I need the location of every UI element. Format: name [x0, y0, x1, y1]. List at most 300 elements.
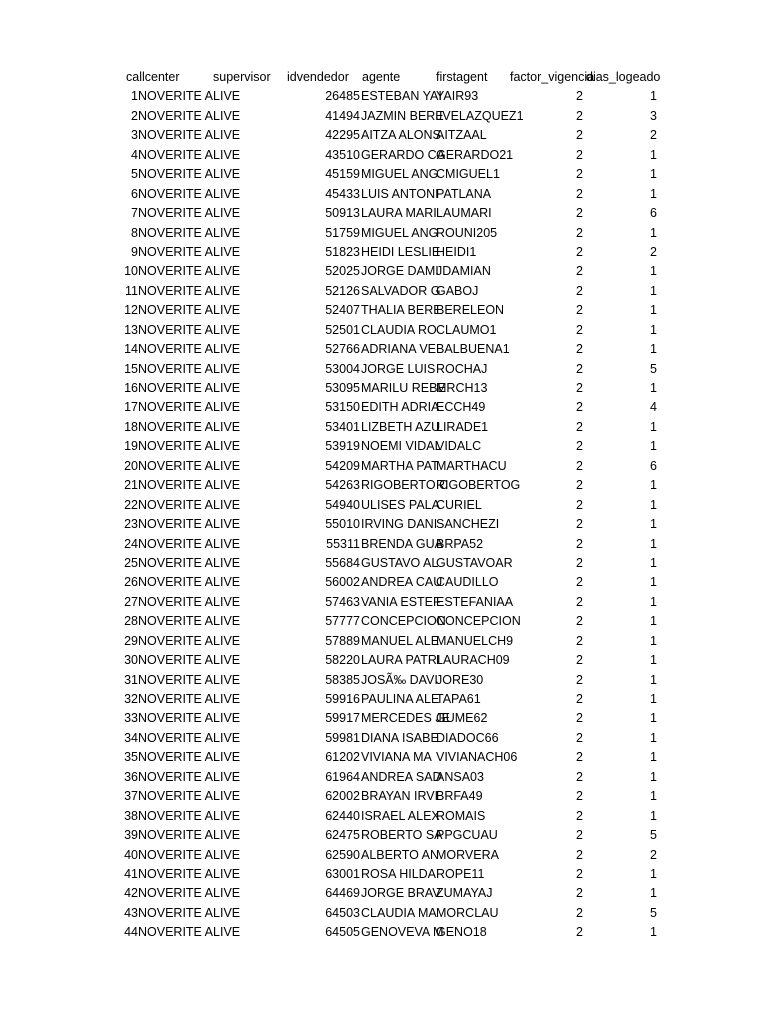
cell-firstagent: BRFA49 [436, 789, 483, 804]
cell-dias-logeado: 5 [650, 828, 657, 843]
cell-factor-vigencia: 2 [576, 478, 583, 493]
cell-idvendedor: 63001 [325, 866, 360, 881]
cell-supervisor: NOVERITE ALIVE [138, 186, 241, 201]
cell-agente: LIZBETH AZU [361, 419, 441, 434]
cell-agente: JORGE LUIS [361, 361, 436, 376]
cell-dias-logeado: 1 [650, 517, 657, 532]
cell-callcenter: 25 [124, 555, 138, 570]
header-supervisor: supervisor [213, 70, 271, 84]
cell-firstagent: LAUMARI [436, 206, 492, 221]
cell-factor-vigencia: 2 [576, 439, 583, 454]
cell-supervisor: NOVERITE ALIVE [138, 400, 241, 415]
cell-factor-vigencia: 2 [576, 400, 583, 415]
cell-factor-vigencia: 2 [576, 206, 583, 221]
cell-callcenter: 29 [124, 633, 138, 648]
cell-firstagent: BERELEON [436, 303, 505, 318]
cell-idvendedor: 41494 [325, 108, 360, 123]
cell-factor-vigencia: 2 [576, 847, 583, 862]
cell-dias-logeado: 1 [650, 730, 657, 745]
cell-agente: MIGUEL ANG [361, 225, 439, 240]
cell-factor-vigencia: 2 [576, 594, 583, 609]
cell-dias-logeado: 1 [650, 478, 657, 493]
cell-factor-vigencia: 2 [576, 303, 583, 318]
cell-idvendedor: 57463 [325, 594, 360, 609]
cell-factor-vigencia: 2 [576, 517, 583, 532]
cell-agente: MERCEDES JE [361, 711, 450, 726]
header-agente: agente [362, 70, 401, 84]
header-dias-logeado: dias_logeado [586, 70, 661, 84]
table-row [0, 360, 768, 379]
header-factor-vigencia: factor_vigencia [510, 70, 595, 84]
cell-agente: GERARDO CA [361, 147, 446, 162]
cell-firstagent: BALBUENA1 [436, 342, 510, 357]
table-row [0, 787, 768, 806]
cell-factor-vigencia: 2 [576, 419, 583, 434]
cell-supervisor: NOVERITE ALIVE [138, 711, 241, 726]
table-row [0, 923, 768, 942]
cell-agente: GUSTAVO AL [361, 555, 439, 570]
cell-agente: ANDREA CAU [361, 575, 443, 590]
cell-firstagent: LIRADE1 [436, 419, 489, 434]
cell-firstagent: PATLANA [436, 186, 492, 201]
cell-dias-logeado: 2 [650, 244, 657, 259]
cell-factor-vigencia: 2 [576, 614, 583, 629]
cell-dias-logeado: 6 [650, 458, 657, 473]
cell-supervisor: NOVERITE ALIVE [138, 847, 241, 862]
cell-callcenter: 35 [124, 750, 138, 765]
cell-supervisor: NOVERITE ALIVE [138, 555, 241, 570]
spreadsheet-table [0, 68, 768, 943]
cell-dias-logeado: 5 [650, 361, 657, 376]
cell-firstagent: JDAMIAN [436, 264, 491, 279]
cell-callcenter: 21 [124, 478, 138, 493]
table-row [0, 282, 768, 301]
cell-idvendedor: 62590 [325, 847, 360, 862]
table-row [0, 884, 768, 903]
cell-agente: EDITH ADRIA [361, 400, 440, 415]
cell-callcenter: 15 [124, 361, 138, 376]
cell-agente: AITZA ALONS [361, 128, 441, 143]
cell-idvendedor: 51823 [325, 244, 360, 259]
cell-factor-vigencia: 2 [576, 536, 583, 551]
cell-agente: VANIA ESTEF [361, 594, 441, 609]
cell-callcenter: 13 [124, 322, 138, 337]
cell-callcenter: 34 [124, 730, 138, 745]
cell-callcenter: 1 [131, 89, 138, 104]
cell-supervisor: NOVERITE ALIVE [138, 167, 241, 182]
cell-factor-vigencia: 2 [576, 128, 583, 143]
table-row [0, 398, 768, 417]
cell-factor-vigencia: 2 [576, 108, 583, 123]
cell-factor-vigencia: 2 [576, 575, 583, 590]
cell-callcenter: 9 [131, 244, 138, 259]
cell-supervisor: NOVERITE ALIVE [138, 925, 241, 940]
table-row [0, 632, 768, 651]
cell-agente: LAURA PATRI [361, 653, 441, 668]
cell-factor-vigencia: 2 [576, 283, 583, 298]
table-row [0, 690, 768, 709]
cell-supervisor: NOVERITE ALIVE [138, 283, 241, 298]
cell-factor-vigencia: 2 [576, 866, 583, 881]
cell-factor-vigencia: 2 [576, 361, 583, 376]
cell-supervisor: NOVERITE ALIVE [138, 886, 241, 901]
cell-factor-vigencia: 2 [576, 89, 583, 104]
cell-idvendedor: 56002 [325, 575, 360, 590]
cell-idvendedor: 55684 [325, 555, 360, 570]
cell-callcenter: 19 [124, 439, 138, 454]
cell-firstagent: CAUDILLO [436, 575, 499, 590]
cell-idvendedor: 54940 [325, 497, 360, 512]
cell-idvendedor: 51759 [325, 225, 360, 240]
cell-dias-logeado: 2 [650, 128, 657, 143]
cell-factor-vigencia: 2 [576, 886, 583, 901]
cell-firstagent: GERARDO21 [436, 147, 514, 162]
cell-callcenter: 28 [124, 614, 138, 629]
cell-supervisor: NOVERITE ALIVE [138, 517, 241, 532]
cell-supervisor: NOVERITE ALIVE [138, 108, 241, 123]
cell-agente: SALVADOR G [361, 283, 441, 298]
cell-agente: MIGUEL ANG [361, 167, 439, 182]
cell-agente: ULISES PALA [361, 497, 440, 512]
cell-firstagent: RIGOBERTOG [436, 478, 521, 493]
cell-dias-logeado: 1 [650, 536, 657, 551]
cell-supervisor: NOVERITE ALIVE [138, 478, 241, 493]
cell-idvendedor: 43510 [325, 147, 360, 162]
table-row [0, 748, 768, 767]
cell-idvendedor: 61202 [325, 750, 360, 765]
cell-agente: MANUEL ALE [361, 633, 440, 648]
cell-supervisor: NOVERITE ALIVE [138, 905, 241, 920]
cell-factor-vigencia: 2 [576, 633, 583, 648]
cell-idvendedor: 52766 [325, 342, 360, 357]
cell-supervisor: NOVERITE ALIVE [138, 828, 241, 843]
cell-firstagent: LAURACH09 [436, 653, 510, 668]
cell-idvendedor: 64469 [325, 886, 360, 901]
cell-dias-logeado: 1 [650, 711, 657, 726]
cell-dias-logeado: 2 [650, 847, 657, 862]
table-row [0, 457, 768, 476]
header-callcenter: callcenter [126, 70, 180, 84]
cell-callcenter: 8 [131, 225, 138, 240]
cell-firstagent: ANSA03 [436, 769, 484, 784]
table-row [0, 496, 768, 515]
cell-supervisor: NOVERITE ALIVE [138, 769, 241, 784]
cell-callcenter: 14 [124, 342, 138, 357]
cell-idvendedor: 42295 [325, 128, 360, 143]
cell-factor-vigencia: 2 [576, 653, 583, 668]
cell-idvendedor: 53919 [325, 439, 360, 454]
cell-idvendedor: 54209 [325, 458, 360, 473]
cell-agente: MARILU REBE [361, 381, 446, 395]
cell-firstagent: CMIGUEL1 [436, 167, 500, 182]
table-row [0, 165, 768, 184]
cell-dias-logeado: 6 [650, 206, 657, 221]
cell-firstagent: MORVERA [436, 847, 499, 862]
table-row [0, 204, 768, 223]
cell-dias-logeado: 1 [650, 808, 657, 823]
cell-firstagent: BRPA52 [436, 536, 484, 551]
cell-idvendedor: 58220 [325, 653, 360, 668]
cell-agente: PAULINA ALE [361, 692, 440, 706]
cell-agente: JORGE BRAV [361, 886, 441, 901]
cell-firstagent: PPGCUAU [436, 828, 498, 843]
cell-supervisor: NOVERITE ALIVE [138, 458, 241, 473]
cell-callcenter: 42 [124, 886, 138, 901]
cell-idvendedor: 55311 [326, 536, 360, 551]
cell-agente: GENOVEVA M [361, 925, 444, 940]
table-row [0, 865, 768, 884]
cell-factor-vigencia: 2 [576, 225, 583, 240]
cell-factor-vigencia: 2 [576, 244, 583, 259]
cell-callcenter: 5 [131, 167, 138, 182]
cell-idvendedor: 57889 [325, 633, 360, 648]
cell-callcenter: 38 [124, 808, 138, 823]
cell-supervisor: NOVERITE ALIVE [138, 866, 241, 881]
cell-factor-vigencia: 2 [576, 672, 583, 687]
cell-firstagent: ECCH49 [436, 400, 486, 415]
table-row [0, 340, 768, 359]
cell-idvendedor: 55010 [325, 517, 360, 532]
cell-firstagent: AITZAAL [436, 128, 487, 143]
cell-factor-vigencia: 2 [576, 264, 583, 279]
cell-dias-logeado: 1 [650, 283, 657, 298]
cell-callcenter: 33 [124, 711, 138, 726]
cell-dias-logeado: 1 [650, 925, 657, 940]
cell-firstagent: CLAUMO1 [436, 322, 497, 337]
cell-firstagent: GABOJ [436, 283, 479, 298]
cell-supervisor: NOVERITE ALIVE [138, 536, 241, 551]
cell-callcenter: 24 [124, 536, 138, 551]
cell-dias-logeado: 1 [650, 322, 657, 337]
table-row [0, 709, 768, 728]
cell-dias-logeado: 1 [650, 381, 657, 395]
cell-dias-logeado: 1 [650, 594, 657, 609]
table-row [0, 146, 768, 165]
cell-dias-logeado: 1 [650, 614, 657, 629]
table-row [0, 262, 768, 281]
table-row [0, 729, 768, 748]
cell-callcenter: 32 [124, 692, 138, 706]
cell-firstagent: VIDALC [436, 439, 482, 454]
cell-dias-logeado: 1 [650, 653, 657, 668]
cell-agente: VIVIANA MA [361, 750, 432, 765]
cell-agente: LAURA MARI [361, 206, 437, 221]
cell-agente: ROBERTO SA [361, 828, 443, 843]
cell-dias-logeado: 1 [650, 692, 657, 706]
cell-firstagent: YAIR93 [436, 89, 479, 104]
cell-dias-logeado: 1 [650, 555, 657, 570]
cell-dias-logeado: 1 [650, 342, 657, 357]
cell-supervisor: NOVERITE ALIVE [138, 381, 241, 395]
cell-agente: ANDREA SAD [361, 769, 442, 784]
cell-factor-vigencia: 2 [576, 147, 583, 162]
cell-idvendedor: 62002 [325, 789, 360, 804]
cell-supervisor: NOVERITE ALIVE [138, 497, 241, 512]
cell-idvendedor: 53004 [325, 361, 360, 376]
cell-factor-vigencia: 2 [576, 342, 583, 357]
table-row [0, 554, 768, 573]
cell-dias-logeado: 1 [650, 886, 657, 901]
cell-factor-vigencia: 2 [576, 167, 583, 182]
cell-supervisor: NOVERITE ALIVE [138, 672, 241, 687]
cell-dias-logeado: 1 [650, 789, 657, 804]
table-row [0, 301, 768, 320]
cell-firstagent: ROUNI205 [436, 225, 498, 240]
cell-dias-logeado: 5 [650, 905, 657, 920]
cell-callcenter: 23 [124, 517, 138, 532]
cell-factor-vigencia: 2 [576, 750, 583, 765]
cell-callcenter: 36 [124, 769, 138, 784]
cell-firstagent: MRCH13 [436, 381, 488, 395]
cell-supervisor: NOVERITE ALIVE [138, 303, 241, 318]
table-row [0, 807, 768, 826]
table-row [0, 573, 768, 592]
cell-factor-vigencia: 2 [576, 381, 583, 395]
cell-idvendedor: 53150 [325, 400, 360, 415]
cell-agente: LUIS ANTONI [361, 186, 439, 201]
cell-idvendedor: 52501 [325, 322, 360, 337]
cell-callcenter: 31 [124, 672, 138, 687]
cell-supervisor: NOVERITE ALIVE [138, 730, 241, 745]
cell-factor-vigencia: 2 [576, 692, 583, 706]
cell-dias-logeado: 1 [650, 419, 657, 434]
cell-idvendedor: 52025 [325, 264, 360, 279]
cell-callcenter: 2 [131, 108, 138, 123]
cell-callcenter: 41 [124, 866, 138, 881]
cell-agente: RIGOBERTO C [361, 478, 449, 493]
table-row [0, 593, 768, 612]
header-row [0, 68, 768, 87]
cell-firstagent: HEIDI1 [436, 244, 477, 259]
cell-firstagent: CURIEL [436, 497, 482, 512]
cell-factor-vigencia: 2 [576, 769, 583, 784]
cell-callcenter: 40 [124, 847, 138, 862]
cell-dias-logeado: 1 [650, 89, 657, 104]
cell-factor-vigencia: 2 [576, 458, 583, 473]
cell-idvendedor: 59917 [325, 711, 360, 726]
cell-agente: IRVING DANI [361, 517, 438, 532]
cell-idvendedor: 52126 [325, 283, 360, 298]
cell-agente: BRENDA GUA [361, 536, 443, 551]
cell-agente: ISRAEL ALEX [361, 808, 440, 823]
cell-supervisor: NOVERITE ALIVE [138, 575, 241, 590]
cell-agente: CLAUDIA RO [361, 322, 437, 337]
cell-supervisor: NOVERITE ALIVE [138, 264, 241, 279]
cell-callcenter: 26 [124, 575, 138, 590]
cell-dias-logeado: 1 [650, 167, 657, 182]
cell-callcenter: 27 [124, 594, 138, 609]
table-body [0, 87, 768, 942]
cell-callcenter: 4 [131, 147, 138, 162]
cell-dias-logeado: 1 [650, 147, 657, 162]
cell-dias-logeado: 1 [650, 439, 657, 454]
cell-idvendedor: 52407 [325, 303, 360, 318]
cell-idvendedor: 62475 [325, 828, 360, 843]
cell-dias-logeado: 1 [650, 575, 657, 590]
cell-dias-logeado: 1 [650, 633, 657, 648]
cell-callcenter: 43 [124, 905, 138, 920]
cell-idvendedor: 26485 [325, 89, 360, 104]
cell-firstagent: SANCHEZI [436, 517, 500, 532]
table-row [0, 476, 768, 495]
cell-supervisor: NOVERITE ALIVE [138, 206, 241, 221]
cell-supervisor: NOVERITE ALIVE [138, 750, 241, 765]
cell-supervisor: NOVERITE ALIVE [138, 439, 241, 454]
table-row [0, 535, 768, 554]
cell-callcenter: 6 [131, 186, 138, 201]
table-row [0, 846, 768, 865]
cell-callcenter: 3 [131, 128, 138, 143]
cell-firstagent: CONCEPCION [436, 614, 521, 629]
cell-agente: ADRIANA VE [361, 342, 437, 357]
cell-callcenter: 7 [131, 206, 138, 221]
cell-supervisor: NOVERITE ALIVE [138, 89, 241, 104]
header-firstagent: firstagent [436, 70, 488, 84]
cell-firstagent: DIADOC66 [436, 730, 499, 745]
cell-firstagent: ESTEFANIAA [436, 594, 514, 609]
cell-supervisor: NOVERITE ALIVE [138, 808, 241, 823]
cell-callcenter: 20 [124, 458, 138, 473]
cell-supervisor: NOVERITE ALIVE [138, 128, 241, 143]
cell-firstagent: GENO18 [436, 925, 487, 940]
cell-agente: ESTEBAN YAI [361, 89, 442, 104]
cell-callcenter: 18 [124, 419, 138, 434]
table-row [0, 87, 768, 106]
cell-supervisor: NOVERITE ALIVE [138, 342, 241, 357]
cell-factor-vigencia: 2 [576, 730, 583, 745]
cell-callcenter: 17 [124, 400, 138, 415]
cell-supervisor: NOVERITE ALIVE [138, 594, 241, 609]
cell-firstagent: VIVIANACH06 [436, 750, 518, 765]
cell-firstagent: ROPE11 [436, 866, 485, 881]
cell-supervisor: NOVERITE ALIVE [138, 244, 241, 259]
cell-agente: JAZMIN BERE [361, 108, 444, 123]
cell-agente: MARTHA PAT [361, 458, 439, 473]
table-row [0, 379, 768, 398]
table-row [0, 612, 768, 631]
cell-agente: NOEMI VIDAL [361, 439, 442, 454]
table-row [0, 185, 768, 204]
cell-idvendedor: 50913 [325, 206, 360, 221]
cell-factor-vigencia: 2 [576, 497, 583, 512]
cell-firstagent: TAPA61 [436, 692, 481, 706]
cell-dias-logeado: 1 [650, 225, 657, 240]
cell-idvendedor: 53401 [325, 419, 360, 434]
table-row [0, 321, 768, 340]
table-row [0, 515, 768, 534]
table-row [0, 671, 768, 690]
cell-agente: JORGE DAMI [361, 264, 439, 279]
cell-dias-logeado: 3 [650, 108, 657, 123]
cell-dias-logeado: 4 [650, 400, 657, 415]
cell-idvendedor: 59981 [325, 730, 360, 745]
cell-agente: BRAYAN IRVI [361, 789, 439, 804]
cell-firstagent: MANUELCH9 [436, 633, 514, 648]
cell-firstagent: MARTHACU [436, 458, 507, 473]
cell-idvendedor: 54263 [325, 478, 360, 493]
cell-agente: THALIA BERE [361, 303, 442, 318]
cell-agente: JOSÃ‰ DAVI [361, 672, 438, 687]
cell-supervisor: NOVERITE ALIVE [138, 225, 241, 240]
cell-factor-vigencia: 2 [576, 186, 583, 201]
cell-factor-vigencia: 2 [576, 905, 583, 920]
cell-supervisor: NOVERITE ALIVE [138, 614, 241, 629]
cell-idvendedor: 61964 [325, 769, 360, 784]
table-row [0, 437, 768, 456]
table-row [0, 224, 768, 243]
cell-factor-vigencia: 2 [576, 925, 583, 940]
cell-factor-vigencia: 2 [576, 828, 583, 843]
